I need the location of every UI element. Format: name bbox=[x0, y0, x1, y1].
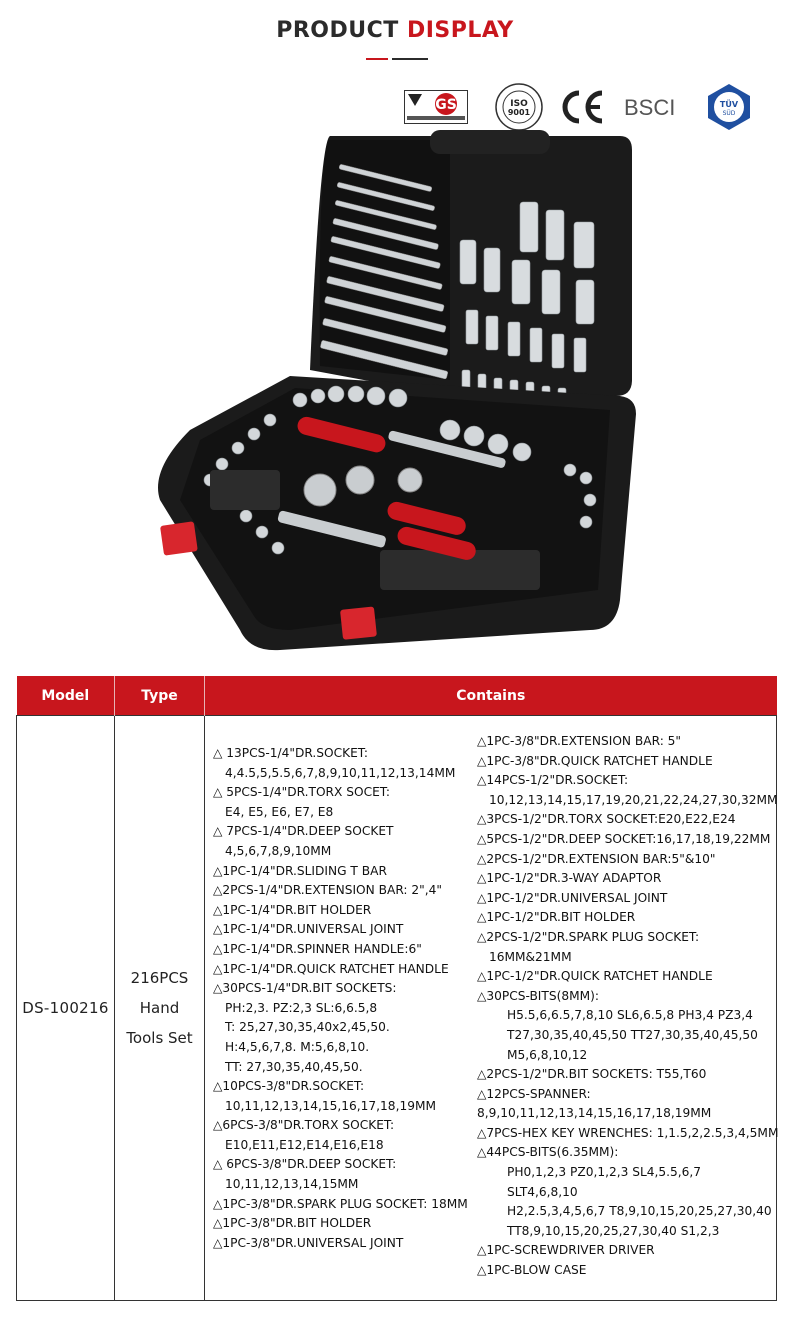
contents-line: △44PCS-BITS(6.35MM): bbox=[477, 1145, 619, 1160]
svg-text:9001: 9001 bbox=[507, 108, 531, 117]
spec-header-row bbox=[17, 676, 777, 716]
contents-line: H:4,5,6,7,8. M:5,6,8,10. bbox=[225, 1039, 370, 1054]
contents-line: △1PC-1/4"DR.SLIDING T BAR bbox=[213, 863, 387, 878]
svg-text:TÜV: TÜV bbox=[719, 100, 739, 109]
contents-line: △3PCS-1/2"DR.TORX SOCKET:E20,E22,E24 bbox=[477, 812, 736, 827]
tool-case-image bbox=[150, 130, 640, 660]
contents-line: PH0,1,2,3 PZ0,1,2,3 SL4,5.5,6,7 bbox=[507, 1165, 702, 1180]
contents-line: 10,11,12,13,14,15MM bbox=[225, 1177, 359, 1192]
svg-text:SÜD: SÜD bbox=[722, 110, 736, 117]
contents-line: T: 25,27,30,35,40x2,45,50. bbox=[225, 1020, 390, 1035]
contents-line: △30PCS-1/4"DR.BIT SOCKETS: bbox=[213, 981, 397, 996]
contains-right-column bbox=[477, 732, 778, 1281]
contents-line: △2PCS-1/2"DR.EXTENSION BAR:5"&10" bbox=[477, 851, 716, 866]
contents-line: △2PCS-1/2"DR.SPARK PLUG SOCKET: bbox=[477, 929, 700, 944]
contents-line: △1PC-1/2"DR.BIT HOLDER bbox=[477, 910, 636, 925]
contents-line: H5.5,6,6.5,7,8,10 SL6,6.5,8 PH3,4 PZ3,4 bbox=[507, 1008, 753, 1023]
contents-line: △1PC-1/2"DR.QUICK RATCHET HANDLE bbox=[477, 969, 713, 984]
model-cell: DS-100216 bbox=[17, 716, 115, 1301]
contents-line: △12PCS-SPANNER: bbox=[477, 1086, 591, 1101]
section-header bbox=[0, 18, 790, 43]
tuv-sud-icon bbox=[704, 82, 754, 132]
contents-line: H2,2.5,3,4,5,6,7 T8,9,10,15,20,25,27,30,40 bbox=[507, 1204, 772, 1219]
header-type: Type bbox=[115, 676, 205, 716]
contents-line: T27,30,35,40,45,50 TT27,30,35,40,45,50 bbox=[507, 1027, 758, 1042]
svg-text:GS: GS bbox=[435, 97, 457, 113]
contents-line: △ 13PCS-1/4"DR.SOCKET: bbox=[213, 746, 369, 760]
contents-line: △ 7PCS-1/4"DR.DEEP SOCKET bbox=[213, 824, 394, 839]
page-title bbox=[0, 18, 790, 43]
contents-line: M5,6,8,10,12 bbox=[507, 1047, 588, 1062]
type-line: Tools Set bbox=[126, 1029, 193, 1047]
header-model: Model bbox=[17, 676, 115, 716]
contents-line: 16MM&21MM bbox=[489, 949, 572, 964]
title-word-display: DISPLAY bbox=[406, 18, 514, 43]
contents-line: △6PCS-3/8"DR.TORX SOCKET: bbox=[213, 1118, 395, 1133]
contents-line: △10PCS-3/8"DR.SOCKET: bbox=[213, 1079, 365, 1094]
iso-9001-icon bbox=[494, 82, 544, 132]
contents-line: △ 6PCS-3/8"DR.DEEP SOCKET: bbox=[213, 1157, 397, 1172]
contents-line: △1PC-3/8"DR.BIT HOLDER bbox=[213, 1216, 372, 1231]
contents-line: TT8,9,10,15,20,25,27,30,40 S1,2,3 bbox=[507, 1223, 720, 1238]
spec-row bbox=[17, 716, 777, 1301]
contents-line: △1PC-1/2"DR.3-WAY ADAPTOR bbox=[477, 871, 662, 886]
title-word-product: PRODUCT bbox=[276, 18, 399, 43]
contents-line: 10,12,13,14,15,17,19,20,21,22,24,27,30,32MM bbox=[489, 792, 778, 807]
contents-line: PH:2,3. PZ:2,3 SL:6,6.5,8 bbox=[225, 1000, 378, 1015]
contents-line: 4,4.5,5,5.5,6,7,8,9,10,11,12,13,14MM bbox=[225, 765, 456, 780]
header-contains: Contains bbox=[205, 676, 777, 716]
title-underline bbox=[366, 58, 428, 60]
contents-line: TT: 27,30,35,40,45,50. bbox=[225, 1059, 363, 1074]
contains-left-column bbox=[213, 744, 468, 1253]
contents-line: △5PCS-1/2"DR.DEEP SOCKET:16,17,18,19,22MM bbox=[477, 831, 771, 846]
type-line: 216PCS bbox=[130, 969, 189, 987]
spec-table bbox=[16, 676, 777, 1301]
contents-line: △1PC-3/8"DR.UNIVERSAL JOINT bbox=[213, 1235, 404, 1250]
svg-text:ISO: ISO bbox=[510, 99, 528, 109]
contents-line: E4, E5, E6, E7, E8 bbox=[225, 804, 334, 819]
contents-line: △7PCS-HEX KEY WRENCHES: 1,1.5,2,2.5,3,4,5MM bbox=[477, 1125, 779, 1140]
contents-line: △30PCS-BITS(8MM): bbox=[477, 988, 599, 1003]
contents-line: △1PC-3/8"DR.QUICK RATCHET HANDLE bbox=[477, 753, 713, 768]
contents-line: △ 5PCS-1/4"DR.TORX SOCET: bbox=[213, 785, 390, 800]
bsci-icon bbox=[622, 92, 682, 122]
contents-line: △1PC-1/2"DR.UNIVERSAL JOINT bbox=[477, 890, 668, 905]
contents-line: △1PC-3/8"DR.SPARK PLUG SOCKET: 18MM bbox=[213, 1196, 468, 1211]
contents-line: △1PC-1/4"DR.SPINNER HANDLE:6" bbox=[213, 941, 422, 956]
contents-line: E10,E11,E12,E14,E16,E18 bbox=[225, 1137, 384, 1152]
gs-mark-icon bbox=[404, 90, 468, 124]
svg-text:BSCI: BSCI bbox=[624, 95, 676, 120]
contents-line: △1PC-3/8"DR.EXTENSION BAR: 5" bbox=[477, 734, 682, 748]
certification-logos bbox=[400, 82, 760, 132]
contents-line: 10,11,12,13,14,15,16,17,18,19MM bbox=[225, 1098, 436, 1113]
contents-line: △1PC-1/4"DR.BIT HOLDER bbox=[213, 902, 372, 917]
ce-mark-icon bbox=[560, 88, 606, 126]
type-line: Hand bbox=[139, 999, 180, 1017]
contents-line: △1PC-SCREWDRIVER DRIVER bbox=[477, 1243, 655, 1258]
contents-line: △2PCS-1/2"DR.BIT SOCKETS: T55,T60 bbox=[477, 1067, 707, 1082]
contents-line: SLT4,6,8,10 bbox=[507, 1184, 578, 1199]
contents-line: 4,5,6,7,8,9,10MM bbox=[225, 843, 332, 858]
contents-line: △1PC-BLOW CASE bbox=[477, 1263, 587, 1278]
contents-line: △1PC-1/4"DR.UNIVERSAL JOINT bbox=[213, 922, 404, 937]
contents-line: △2PCS-1/4"DR.EXTENSION BAR: 2",4" bbox=[213, 883, 443, 898]
contents-line: △14PCS-1/2"DR.SOCKET: bbox=[477, 773, 629, 788]
type-cell bbox=[115, 716, 205, 1301]
contents-line: △1PC-1/4"DR.QUICK RATCHET HANDLE bbox=[213, 961, 449, 976]
contents-line: 8,9,10,11,12,13,14,15,16,17,18,19MM bbox=[477, 1106, 712, 1121]
contains-cell bbox=[205, 716, 777, 1301]
